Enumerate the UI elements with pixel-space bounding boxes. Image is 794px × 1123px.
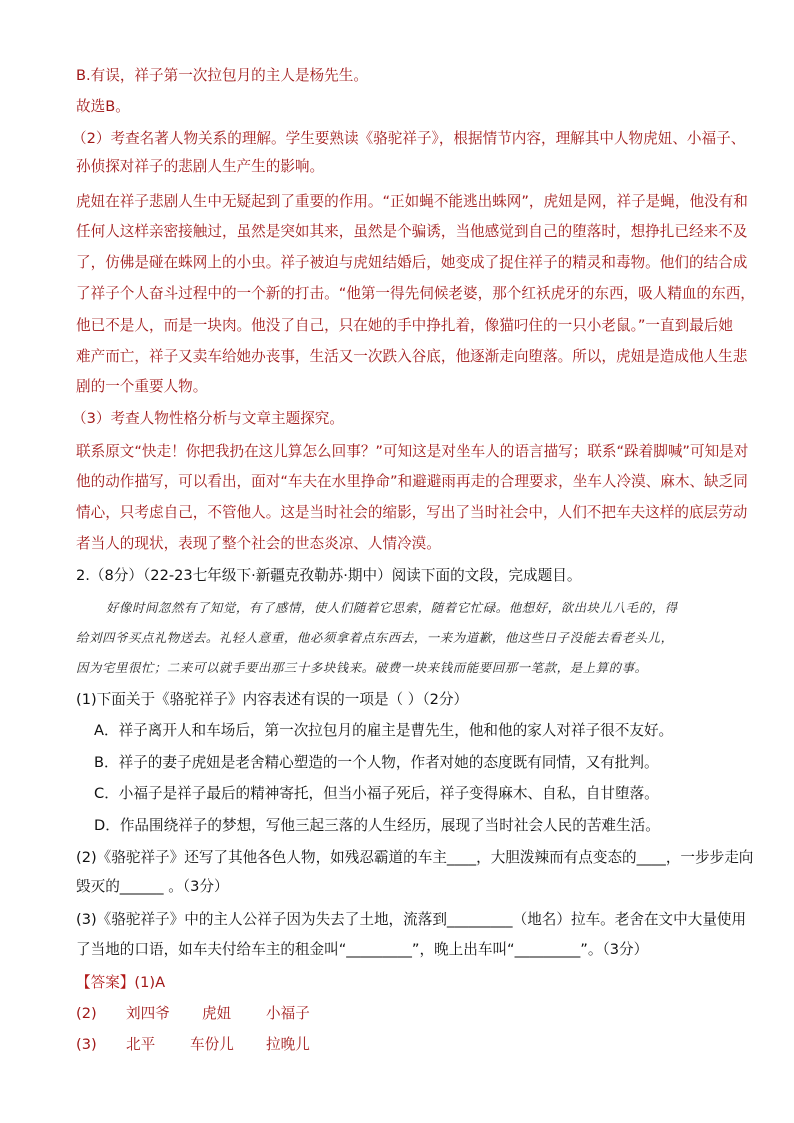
q2-analysis-paragraph-line: 他已不是人，而是一块肉。他没了自己，只在她的手中挣扎着，像猫叼住的一只小老鼠。”一直到最后她 [76, 317, 733, 334]
reading-passage-line: 给刘四爷买点礼物送去。礼轻人意重，他必须拿着点东西去，一来为道歉，他这些日子没能去看老头儿， [76, 630, 674, 645]
option-a: A．祥子离开人和车场后，第一次拉包月的雇主是曹先生，他和他的家人对祥子很不友好。 [94, 722, 674, 739]
q3-analysis-paragraph-line: 他的动作描写，可以看出，面对“车夫在水里挣命”和避避雨再走的合理要求，坐车人冷漠、麻木、缺乏同 [76, 473, 748, 490]
question-2-title: 2.（8分）（22-23七年级下·新疆克孜勒苏·期中）阅读下面的文段，完成题目。 [76, 567, 582, 584]
explanation-line-b: B.有误，祥子第一次拉包月的主人是杨先生。 [76, 67, 368, 84]
q2-analysis-paragraph-line: 了祥子个人奋斗过程中的一个新的打击。“他第一得先伺候老婆，那个红袄虎牙的东西，吸人精血的东西， [76, 285, 755, 302]
q2-analysis-paragraph-line: 了，仿佛是碰在蛛网上的小虫。祥子被迫与虎妞结婚后，她变成了捉住祥子的精灵和毒物。他们的结合成 [76, 254, 748, 271]
explanation-choose: 故选B。 [76, 98, 130, 115]
q2-analysis-paragraph-line: 虎妞在祥子悲剧人生中无疑起到了重要的作用。“正如蝇不能逃出蛛网”，虎妞是网，祥子是蝇，他没有和 [76, 193, 748, 210]
answer-1: (1)A [134, 974, 166, 991]
answer-row-2 [76, 1004, 310, 1024]
q3-analysis-paragraph-line: 者当人的现状，表现了整个社会的世态炎凉、人情冷漠。 [76, 535, 441, 552]
option-d: D．作品围绕祥子的梦想，写他三起三落的人生经历，展现了当时社会人民的苦难生活。 [94, 817, 660, 834]
answer-3-item: 北平 [126, 1036, 156, 1053]
answer-row-1 [76, 973, 165, 993]
reading-passage-line: 因为宅里很忙；二来可以就手要出那三十多块钱来。破费一块来钱而能要回那一笔款，是上算的事。 [76, 660, 648, 675]
answer-2-item: 小福子 [266, 1005, 310, 1022]
q3-analysis-paragraph-line: 联系原文“快走！你把我扔在这儿算怎么回事？”可知这是对坐车人的语言描写；联系“跺着脚喊”可知是对 [76, 443, 749, 460]
answer-label: 【答案】 [76, 974, 135, 991]
q2-analysis-paragraph-line: 难产而亡，祥子又卖车给她办丧事，生活又一次跌入谷底，他逐渐走向堕落。所以，虎妞是造成他人生悲 [76, 348, 748, 365]
answer-2-number: (2) [76, 1005, 97, 1022]
answer-3-item: 车份儿 [190, 1036, 234, 1053]
q2-analysis-heading-cont: 孙侦探对祥子的悲剧人生产生的影响。 [76, 158, 325, 175]
answer-row-3 [76, 1035, 310, 1055]
q3-analysis-heading: （3）考查人物性格分析与文章主题探究。 [72, 410, 344, 427]
option-b: B．祥子的妻子虎妞是老舍精心塑造的一个人物，作者对她的态度既有同情，又有批判。 [94, 754, 659, 771]
answer-2-item: 刘四爷 [126, 1005, 170, 1022]
answer-3-number: (3) [76, 1036, 97, 1053]
answer-2-item: 虎妞 [202, 1005, 232, 1022]
sub-question-3: (3)《骆驼祥子》中的主人公祥子因为失去了土地，流落到_________（地名）拉车。老舍在文中大量使用 [76, 911, 747, 928]
option-c: C．小福子是祥子最后的精神寄托，但当小福子死后，祥子变得麻木、自私，自甘堕落。 [94, 785, 659, 802]
sub-question-3-cont: 了当地的口语，如车夫付给车主的租金叫“_________”，晚上出车叫“_________”。（3分） [76, 941, 649, 958]
q3-analysis-paragraph-line: 情心，只考虑自己，不管他人。这是当时社会的缩影，写出了当时社会中，人们不把车夫这样的底层劳动 [76, 504, 748, 521]
sub-question-1: (1)下面关于《骆驼祥子》内容表述有误的一项是（ ）（2分） [76, 691, 469, 708]
reading-passage-line: 好像时间忽然有了知觉，有了感情，使人们随着它思索，随着它忙碌。他想好，欲出块儿八毛的，得 [106, 600, 678, 615]
q2-analysis-paragraph-line: 剧的一个重要人物。 [76, 378, 208, 395]
sub-question-2-cont: 毁灭的______ 。（3分） [76, 878, 229, 895]
answer-3-item: 拉晚儿 [266, 1036, 310, 1053]
q2-analysis-heading: （2）考查名著人物关系的理解。学生要熟读《骆驼祥子》，根据情节内容，理解其中人物虎妞、小福子、 [72, 130, 746, 147]
q2-analysis-paragraph-line: 任何人这样亲密接触过，虽然是突如其来，虽然是个骗诱，当他感觉到自己的堕落时，想挣扎已经来不及 [76, 223, 748, 240]
sub-question-2: (2)《骆驼祥子》还写了其他各色人物，如残忍霸道的车主____，大胆泼辣而有点变态的____，一步步走向 [76, 849, 754, 866]
